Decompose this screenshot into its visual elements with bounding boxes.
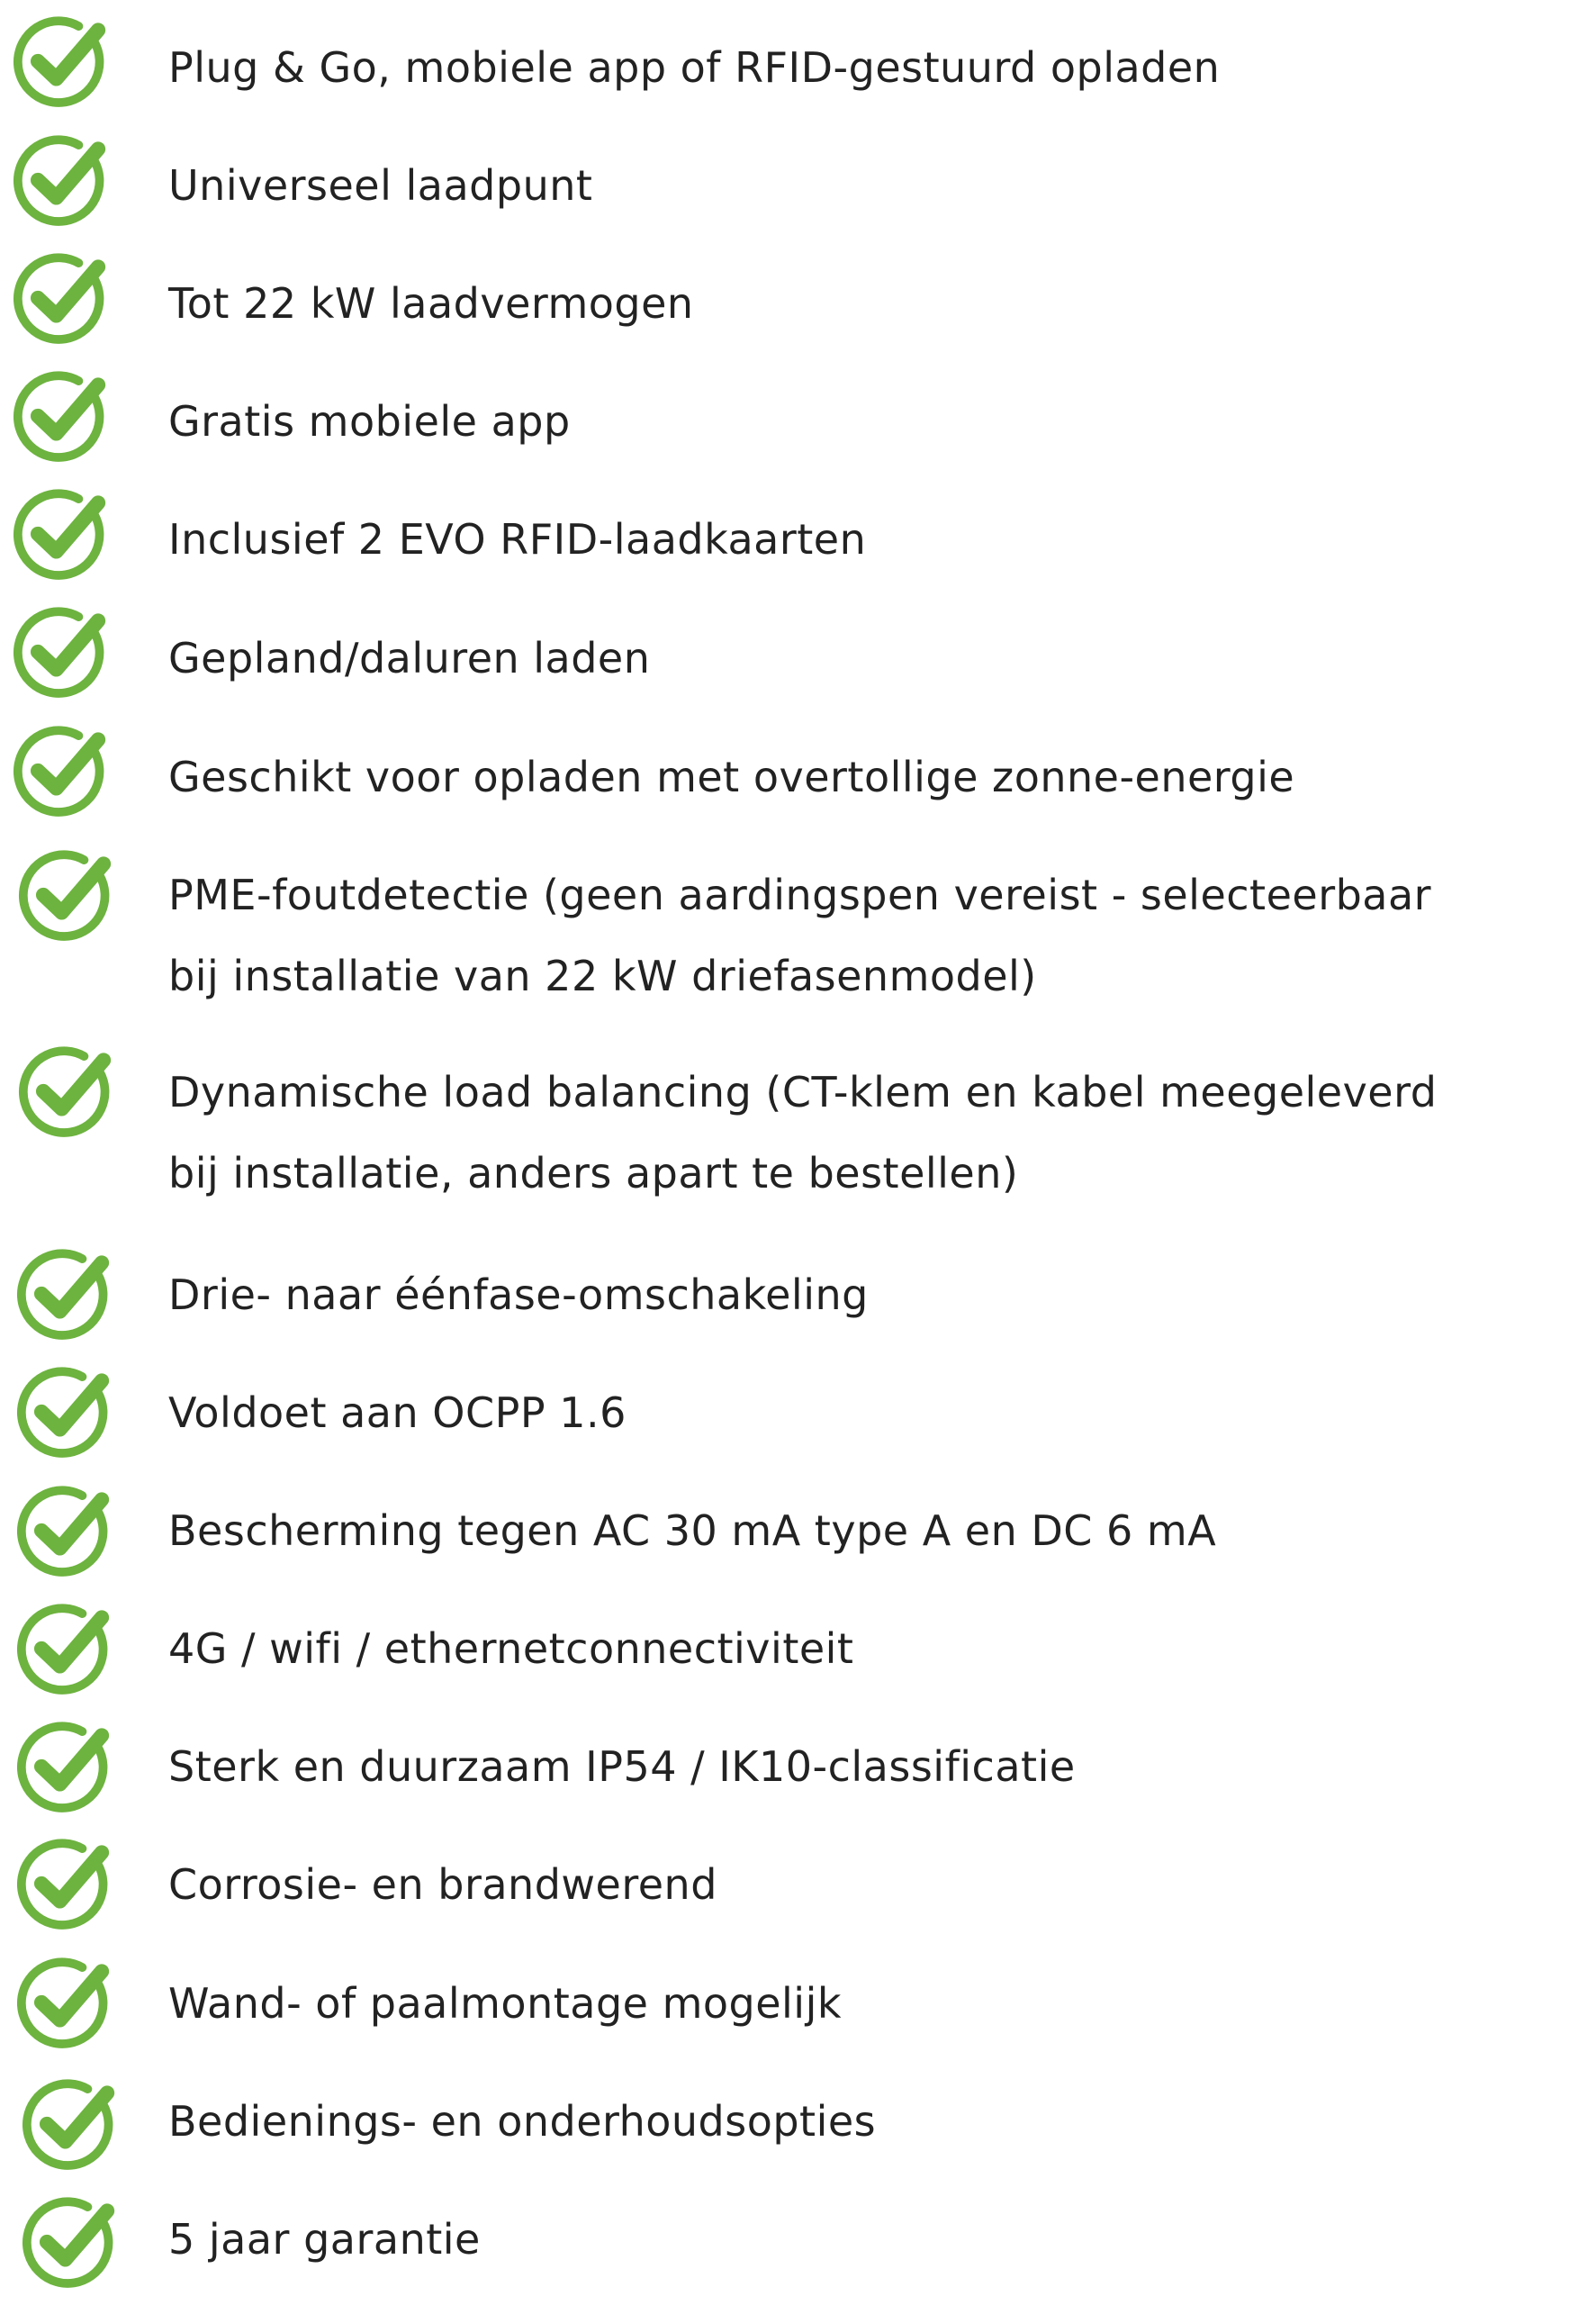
check-circle-icon [13,249,110,347]
check-circle-icon [16,1600,113,1697]
check-circle-icon [13,603,110,701]
feature-text [168,2081,1573,2162]
feature-text [168,381,1573,462]
feature-text [168,1963,1573,2044]
feature-text-line: Tot 22 kW laadvermogen [168,279,694,328]
feature-text-line: Bedienings- en onderhoudsopties [168,2097,877,2146]
feature-text-line: Bescherming tegen AC 30 mA type A en DC 6 mA [168,1506,1217,1555]
check-circle-icon [16,1835,113,1932]
feature-text [168,1844,1573,1925]
check-circle-icon [13,485,110,583]
feature-text-line: Gratis mobiele app [168,397,571,446]
check-circle-icon [16,1482,113,1579]
feature-text-line: PME-foutdetectie (geen aardingspen vereist - selecteerbaar [168,871,1432,919]
feature-text [168,1372,1573,1453]
feature-text [168,737,1573,818]
feature-text-line: 5 jaar garantie [168,2215,481,2264]
feature-text [168,1490,1573,1571]
feature-text-line: Geschikt voor opladen met overtollige zonne-energie [168,753,1295,801]
check-circle-icon [18,1043,115,1140]
check-circle-icon [13,131,110,229]
feature-text [168,499,1573,580]
feature-text [168,1726,1573,1807]
feature-text-line: bij installatie, anders apart te bestellen) [168,1149,1019,1198]
feature-text-line: bij installatie van 22 kW driefasenmodel) [168,952,1037,1000]
feature-text-line: Universeel laadpunt [168,161,593,210]
feature-text [168,618,1573,699]
feature-text-line: Inclusief 2 EVO RFID-laadkaarten [168,515,867,564]
check-circle-icon [22,2075,119,2173]
feature-text [168,1608,1573,1689]
feature-text-line: 4G / wifi / ethernetconnectiviteit [168,1624,854,1673]
check-circle-icon [16,1363,113,1460]
feature-text-line: Corrosie- en brandwerend [168,1860,717,1909]
feature-text [168,27,1573,108]
check-circle-icon [16,1245,113,1342]
check-circle-icon [18,846,115,944]
feature-text [168,263,1573,344]
feature-text [168,1052,1573,1214]
check-circle-icon [16,1954,113,2051]
feature-text-line: Voldoet aan OCPP 1.6 [168,1388,627,1437]
feature-text [168,854,1573,1017]
feature-text [168,2199,1573,2280]
feature-text [168,145,1573,226]
check-circle-icon [16,1718,113,1815]
feature-text-line: Gepland/daluren laden [168,634,651,682]
feature-text-line: Plug & Go, mobiele app of RFID-gestuurd opladen [168,43,1221,92]
feature-text-line: Drie- naar éénfase-omschakeling [168,1270,869,1319]
feature-text-line: Dynamische load balancing (CT-klem en kabel meegeleverd [168,1068,1438,1116]
feature-text [168,1254,1573,1335]
check-circle-icon [13,13,110,110]
check-circle-icon [13,722,110,819]
feature-text-line: Wand- of paalmontage mogelijk [168,1979,843,2028]
check-circle-icon [13,367,110,465]
check-circle-icon [22,2193,119,2291]
feature-text-line: Sterk en duurzaam IP54 / IK10-classificatie [168,1742,1076,1791]
